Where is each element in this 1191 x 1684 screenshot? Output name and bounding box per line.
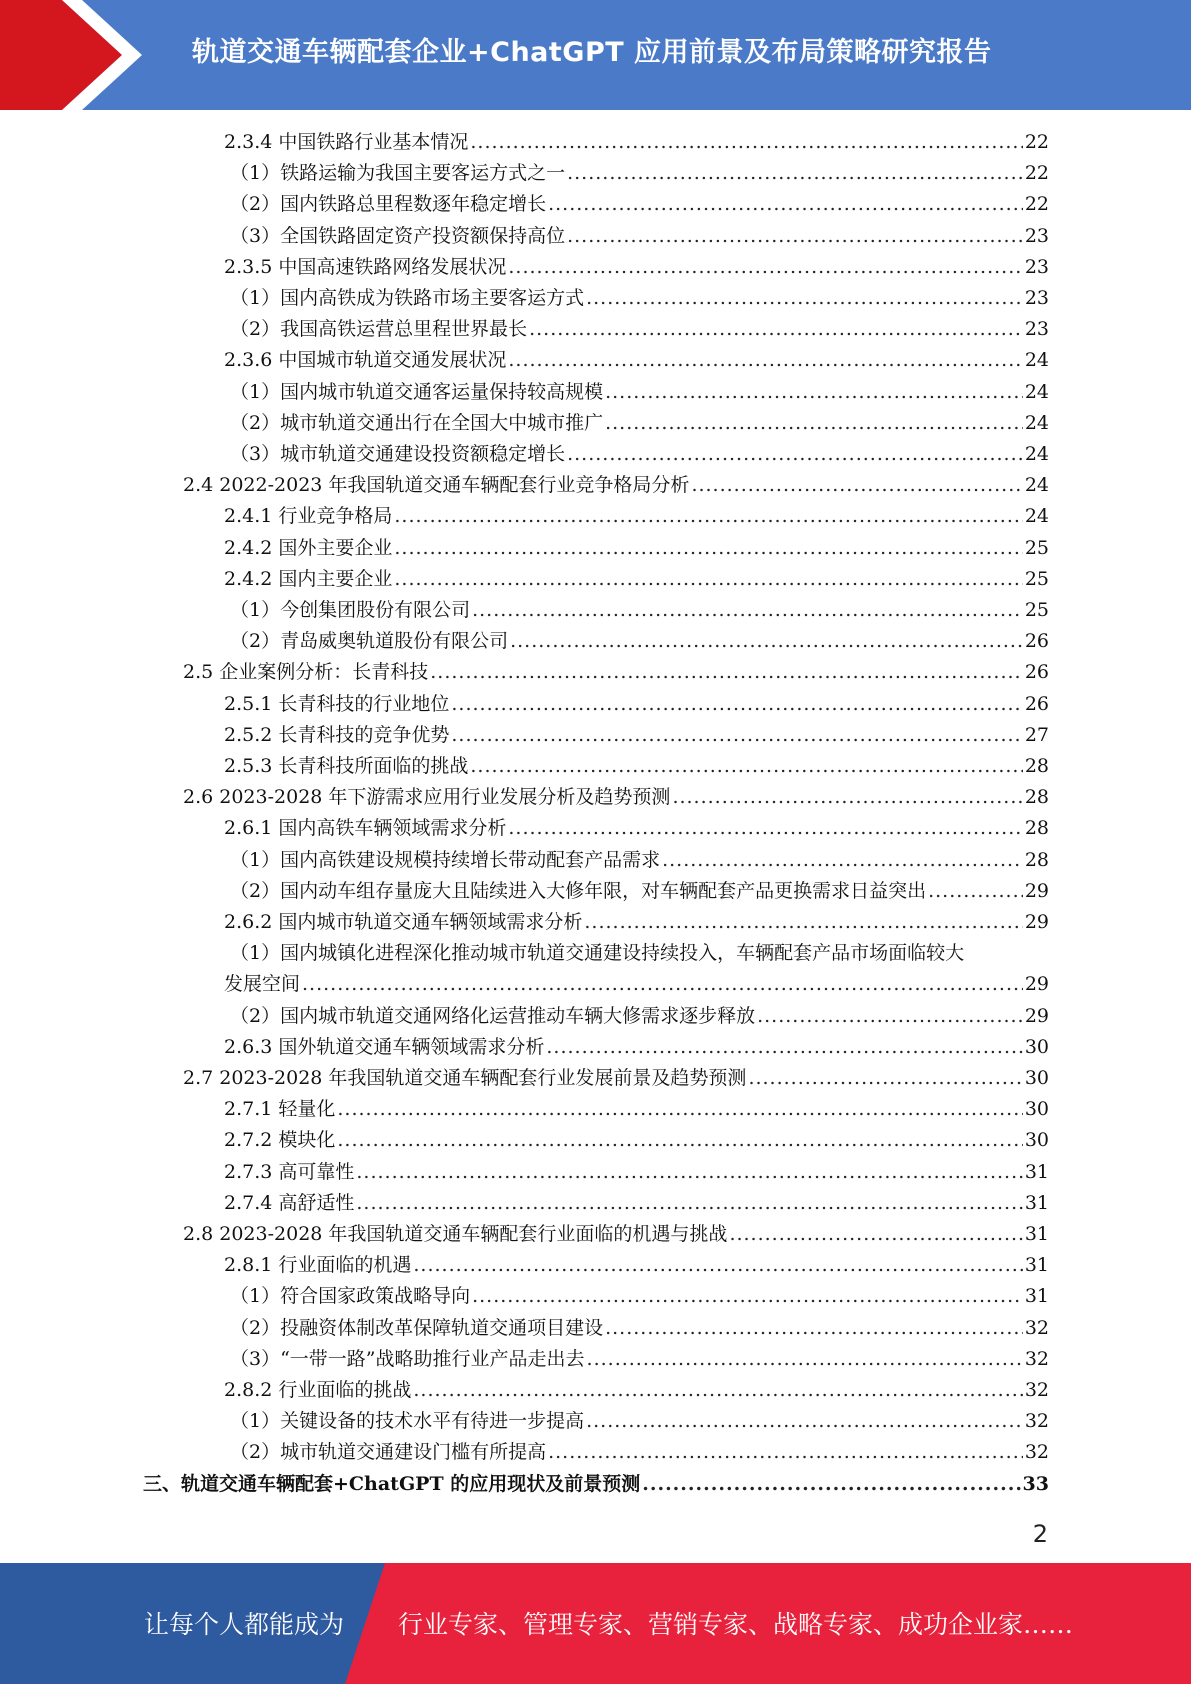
toc-dot-leader: [567, 439, 1023, 470]
toc-dot-leader: [586, 283, 1023, 314]
toc-entry[interactable]: [224, 1032, 1049, 1063]
toc-entry-title: 2.8.2 行业面临的挑战: [224, 1379, 412, 1401]
toc-entry-title: 2.5.3 长青科技所面临的挑战: [224, 755, 469, 777]
toc-entry-title: 2.7.2 模块化: [224, 1129, 336, 1152]
toc-entry-title: 2.3.4 中国铁路行业基本情况: [224, 131, 469, 153]
report-title: 轨道交通车辆配套企业+ChatGPT 应用前景及布局策略研究报告: [192, 37, 992, 68]
toc-entry-title: （2）国内动车组存量庞大且陆续进入大修年限，对车辆配套产品更换需求日益突出: [230, 879, 927, 902]
toc-dot-leader: [672, 782, 1022, 813]
toc-dot-leader: [757, 1001, 1023, 1032]
toc-entry-title: 2.5.2 长青科技的竞争优势: [224, 723, 450, 746]
toc-entry-page: 32: [1024, 1410, 1049, 1433]
toc-entry[interactable]: [230, 314, 1049, 345]
toc-entry-page: 32: [1024, 1316, 1049, 1339]
toc-dot-leader: [587, 1344, 1023, 1375]
toc-entry-page: 30: [1024, 1035, 1049, 1058]
toc-entry-title: （2）城市轨道交通建设门槛有所提高: [230, 1441, 547, 1464]
toc-dot-leader: [470, 127, 1022, 158]
toc-entry[interactable]: [224, 720, 1049, 751]
toc-entry-title: （3）城市轨道交通建设投资额稳定增长: [230, 443, 566, 465]
toc-entry[interactable]: [224, 1125, 1049, 1156]
toc-entry[interactable]: [230, 876, 1049, 907]
toc-entry[interactable]: [230, 158, 1049, 189]
toc-entry-title: （1）国内城市轨道交通客运量保持较高规模: [230, 380, 604, 403]
toc-dot-leader: [451, 689, 1022, 720]
report-header-banner: [0, 0, 1191, 110]
toc-entry-page: 23: [1024, 255, 1049, 278]
page-number: 2: [1032, 1520, 1048, 1548]
toc-entry[interactable]: [224, 1157, 1049, 1188]
toc-dot-leader: [337, 1094, 1022, 1125]
toc-entry-title: 2.4.1 行业竞争格局: [224, 505, 393, 528]
toc-dot-leader: [729, 1219, 1022, 1250]
toc-entry-page: 22: [1024, 131, 1049, 153]
toc-entry-page: 33: [1022, 1472, 1049, 1495]
toc-dot-leader: [584, 907, 1022, 938]
toc-entry-title: （1）符合国家政策战略导向: [230, 1285, 471, 1308]
toc-entry-title: 2.4.2 国内主要企业: [224, 567, 393, 590]
toc-entry-page: 31: [1024, 1160, 1049, 1183]
toc-entry-page: 25: [1024, 536, 1049, 559]
toc-dot-leader: [567, 158, 1023, 189]
toc-dot-leader: [508, 252, 1022, 283]
toc-entry-title: （1）关键设备的技术水平有待进一步提高: [230, 1410, 585, 1433]
toc-entry[interactable]: [224, 1188, 1049, 1219]
toc-dot-leader: [302, 969, 1023, 1000]
toc-entry-title: 2.5 企业案例分析：长青科技: [183, 661, 429, 684]
toc-entry[interactable]: [230, 626, 1049, 657]
toc-dot-leader: [472, 1281, 1023, 1312]
toc-entry[interactable]: [224, 345, 1049, 376]
toc-entry-page: 24: [1024, 380, 1049, 403]
toc-entry-title: （1）国内城镇化进程深化推动城市轨道交通建设持续投入，车辆配套产品市场面临较大: [230, 942, 965, 965]
toc-entry-title: 2.8 2023-2028 年我国轨道交通车辆配套行业面临的机遇与挑战: [183, 1223, 728, 1245]
toc-dot-leader: [662, 845, 1023, 876]
toc-entry[interactable]: [230, 1281, 1049, 1312]
toc-entry-page: 29: [1024, 1004, 1049, 1027]
toc-entry-page: 27: [1024, 723, 1049, 746]
toc-entry-page: 24: [1024, 474, 1049, 497]
toc-entry-page: 26: [1024, 692, 1049, 715]
toc-dot-leader: [586, 1406, 1023, 1437]
toc-entry[interactable]: [230, 408, 1049, 439]
toc-dot-leader: [413, 1250, 1022, 1281]
toc-entry-title: （1）国内高铁成为铁路市场主要客运方式: [230, 287, 585, 309]
toc-dot-leader: [548, 1437, 1023, 1468]
footer-slogan-left: 让每个人都能成为: [144, 1610, 345, 1639]
toc-dot-leader: [394, 533, 1022, 564]
toc-entry-title: （2）国内铁路总里程数逐年稳定增长: [230, 193, 547, 216]
toc-entry-title: （1）铁路运输为我国主要客运方式之一: [230, 162, 566, 185]
toc-dot-leader: [605, 408, 1023, 439]
toc-entry-title: （2）国内城市轨道交通网络化运营推动车辆大修需求逐步释放: [230, 1004, 756, 1027]
toc-entry-title: （3）“一带一路”战略助推行业产品走出去: [230, 1347, 585, 1370]
toc-entry[interactable]: [230, 439, 1049, 470]
toc-entry[interactable]: [230, 1001, 1049, 1032]
toc-entry-page: 28: [1024, 848, 1049, 871]
toc-entry-page: 25: [1024, 567, 1049, 590]
toc-entry-page: 29: [1024, 879, 1049, 902]
toc-entry[interactable]: [224, 751, 1049, 782]
toc-entry-title: 三、轨道交通车辆配套+ChatGPT 的应用现状及前景预测: [143, 1472, 641, 1495]
toc-entry-title: 2.7.4 高舒适性: [224, 1191, 355, 1214]
toc-entry-title: 2.7.1 轻量化: [224, 1098, 336, 1121]
toc-entry[interactable]: [224, 907, 1049, 938]
toc-entry-page: 31: [1024, 1254, 1049, 1277]
toc-entry[interactable]: [230, 283, 1049, 314]
toc-entry-page: 23: [1024, 224, 1049, 247]
toc-entry-page: 30: [1024, 1098, 1049, 1121]
toc-dot-leader: [451, 720, 1022, 751]
toc-entry-title: 2.7.3 高可靠性: [224, 1160, 355, 1183]
toc-entry[interactable]: [224, 969, 1049, 1000]
toc-entry-title: 2.4.2 国外主要企业: [224, 536, 393, 559]
toc-dot-leader: [356, 1157, 1022, 1188]
toc-entry-page: 28: [1024, 755, 1049, 777]
toc-entry-title: 2.6 2023-2028 年下游需求应用行业发展分析及趋势预测: [183, 786, 671, 809]
toc-entry-title: 2.6.1 国内高铁车辆领域需求分析: [224, 817, 507, 840]
toc-entry[interactable]: [230, 1437, 1049, 1468]
toc-entry-page: 26: [1024, 661, 1049, 684]
toc-entry-page: 31: [1024, 1191, 1049, 1214]
toc-dot-leader: [508, 813, 1022, 844]
toc-entry-page: 29: [1024, 973, 1049, 996]
toc-dot-leader: [642, 1469, 1020, 1500]
report-footer-banner: [0, 1563, 1191, 1684]
toc-entry[interactable]: [183, 782, 1049, 813]
toc-entry-title: 2.7 2023-2028 年我国轨道交通车辆配套行业发展前景及趋势预测: [183, 1067, 747, 1089]
toc-entry[interactable]: [183, 470, 1049, 501]
toc-dot-leader: [356, 1188, 1022, 1219]
toc-entry-page: 22: [1024, 162, 1049, 185]
toc-entry-page: 30: [1024, 1129, 1049, 1152]
toc-entry-page: 32: [1024, 1441, 1049, 1464]
toc-entry-title: （1）国内高铁建设规模持续增长带动配套产品需求: [230, 848, 661, 871]
toc-dot-leader: [394, 501, 1022, 532]
toc-entry-page: 26: [1024, 630, 1049, 653]
toc-entry[interactable]: [224, 501, 1049, 532]
toc-entry-title: （1）今创集团股份有限公司: [230, 599, 471, 621]
toc-dot-leader: [567, 221, 1023, 252]
toc-entry-title: （2）城市轨道交通出行在全国大中城市推广: [230, 411, 604, 434]
toc-entry-title: 发展空间: [224, 973, 301, 996]
toc-entry-page: 28: [1024, 817, 1049, 840]
toc-dot-leader: [605, 1313, 1023, 1344]
toc-entry-page: 25: [1024, 599, 1049, 621]
toc-entry-page: 23: [1024, 287, 1049, 309]
toc-dot-leader: [472, 595, 1023, 626]
toc-dot-leader: [928, 876, 1023, 907]
toc-entry-page: 31: [1024, 1223, 1049, 1245]
toc-entry-page: 22: [1024, 193, 1049, 216]
toc-entry[interactable]: [230, 1344, 1049, 1375]
toc-entry-page: 32: [1024, 1347, 1049, 1370]
toc-entry-title: 2.5.1 长青科技的行业地位: [224, 692, 450, 715]
toc-entry[interactable]: [224, 127, 1049, 158]
toc-entry-page: 28: [1024, 786, 1049, 809]
toc-entry[interactable]: [143, 1469, 1049, 1500]
toc-entry[interactable]: [230, 377, 1049, 408]
toc-entry-page: 30: [1024, 1067, 1049, 1089]
toc-entry-title: 2.3.5 中国高速铁路网络发展状况: [224, 255, 507, 278]
toc-entry-title: 2.3.6 中国城市轨道交通发展状况: [224, 349, 507, 372]
toc-entry-title: （3）全国铁路固定资产投资额保持高位: [230, 224, 566, 247]
toc-dot-leader: [748, 1063, 1022, 1094]
footer-slogan-right: 行业专家、管理专家、营销专家、战略专家、成功企业家……: [398, 1610, 1074, 1639]
toc-entry[interactable]: [224, 564, 1049, 595]
toc-dot-leader: [691, 470, 1022, 501]
toc-entry-title: （2）青岛威奥轨道股份有限公司: [230, 630, 509, 653]
toc-entry[interactable]: [224, 1094, 1049, 1125]
toc-entry-title: 2.6.2 国内城市轨道交通车辆领域需求分析: [224, 911, 583, 933]
toc-entry[interactable]: [230, 189, 1049, 220]
toc-entry[interactable]: [183, 1063, 1049, 1094]
toc-entry-title: （2）投融资体制改革保障轨道交通项目建设: [230, 1316, 604, 1339]
toc-dot-leader: [508, 345, 1022, 376]
toc-entry-page: 29: [1024, 911, 1049, 933]
toc-entry-title: 2.4 2022-2023 年我国轨道交通车辆配套行业竞争格局分析: [183, 474, 690, 497]
toc-dot-leader: [510, 626, 1023, 657]
toc-dot-leader: [394, 564, 1022, 595]
toc-dot-leader: [470, 751, 1022, 782]
toc-entry[interactable]: [230, 938, 1049, 969]
toc-entry[interactable]: [230, 595, 1049, 626]
toc-entry-page: 24: [1024, 443, 1049, 465]
toc-dot-leader: [413, 1375, 1022, 1406]
toc-entry-page: 23: [1024, 318, 1049, 341]
toc-entry-title: 2.8.1 行业面临的机遇: [224, 1254, 412, 1277]
toc-dot-leader: [337, 1125, 1022, 1156]
toc-entry[interactable]: [224, 689, 1049, 720]
toc-entry-page: 32: [1024, 1379, 1049, 1401]
toc-entry-title: （2）我国高铁运营总里程世界最长: [230, 318, 528, 341]
toc-entry[interactable]: [224, 1250, 1049, 1281]
toc-dot-leader: [548, 189, 1023, 220]
toc-entry[interactable]: [230, 1406, 1049, 1437]
toc-dot-leader: [529, 314, 1023, 345]
toc-entry[interactable]: [224, 252, 1049, 283]
toc-entry[interactable]: [230, 221, 1049, 252]
toc-entry-page: 31: [1024, 1285, 1049, 1308]
toc-entry-page: 24: [1024, 349, 1049, 372]
toc-entry-title: 2.6.3 国外轨道交通车辆领域需求分析: [224, 1035, 545, 1058]
toc-entry[interactable]: [183, 657, 1049, 688]
toc-entry[interactable]: [224, 813, 1049, 844]
toc-entry-page: 24: [1024, 505, 1049, 528]
toc-entry[interactable]: [183, 1219, 1049, 1250]
toc-entry[interactable]: [224, 533, 1049, 564]
toc-dot-leader: [430, 657, 1023, 688]
toc-entry[interactable]: [230, 845, 1049, 876]
toc-dot-leader: [546, 1032, 1022, 1063]
toc-dot-leader: [605, 377, 1023, 408]
toc-entry[interactable]: [224, 1375, 1049, 1406]
toc-entry-page: 24: [1024, 411, 1049, 434]
toc-entry[interactable]: [230, 1313, 1049, 1344]
